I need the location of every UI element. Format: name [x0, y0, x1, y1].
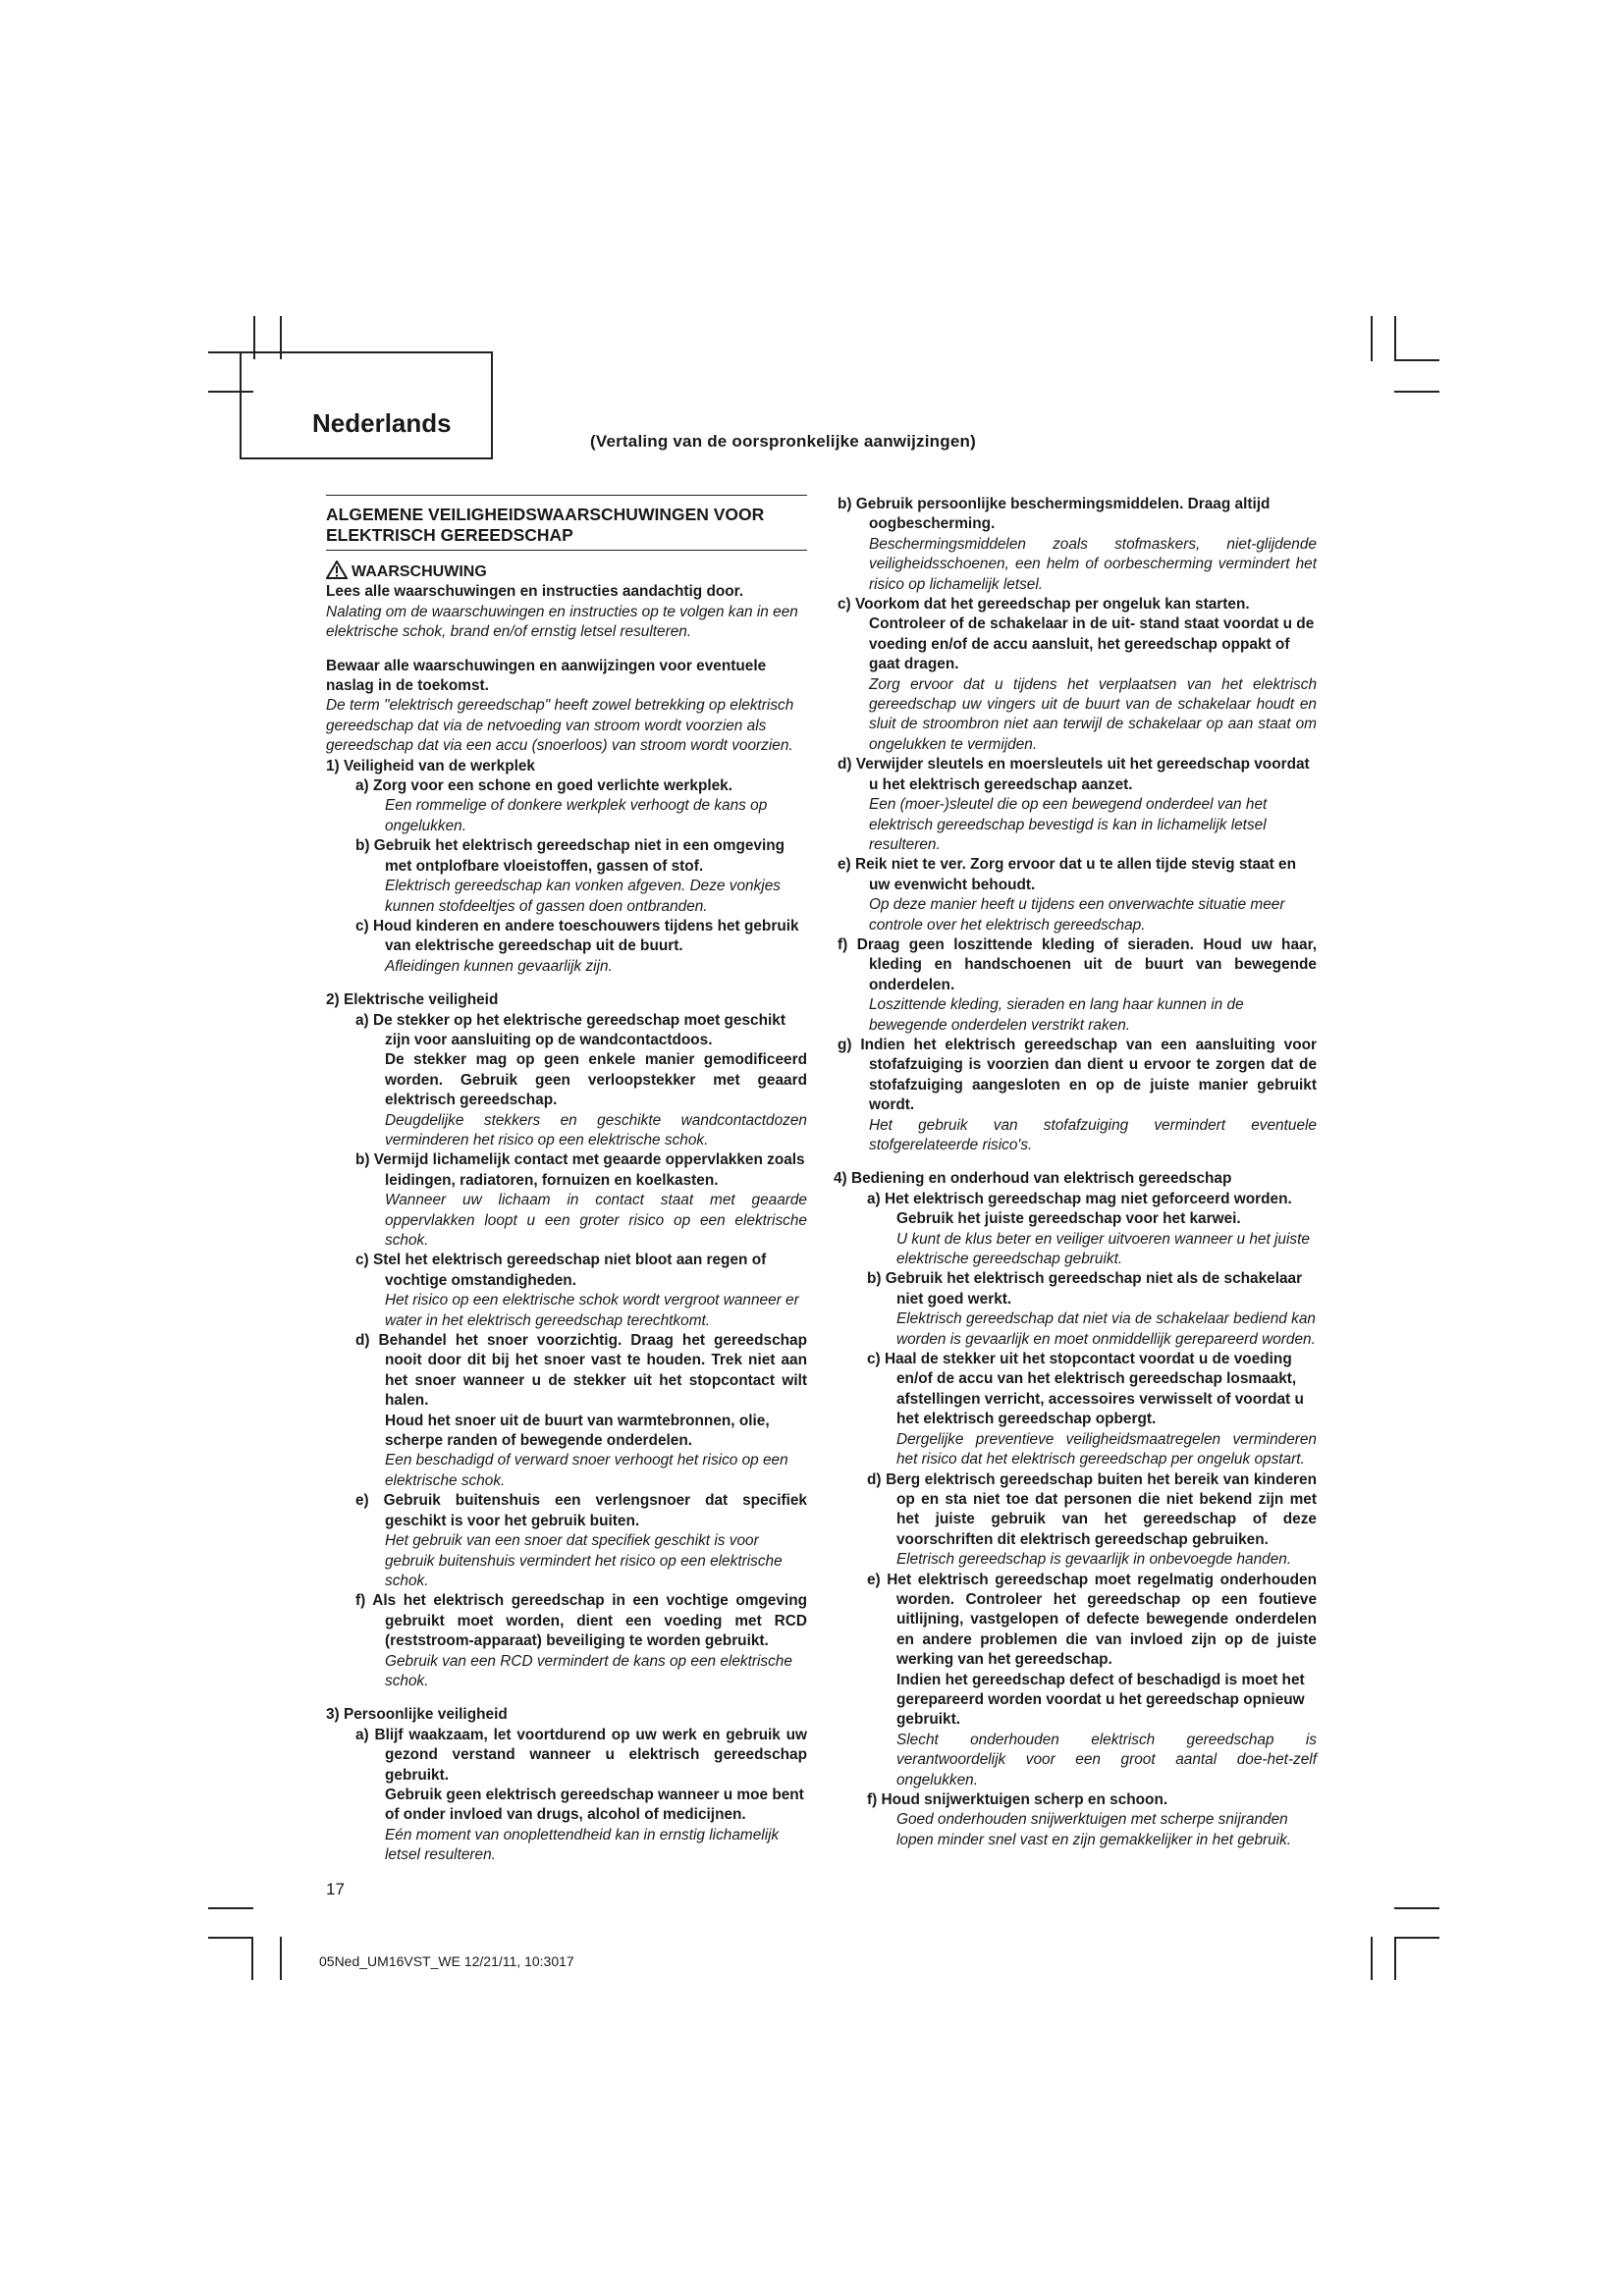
warning-italic: Nalating om de waarschuwingen en instructies op te volgen kan in een elektrische schok, brand en/of ernstig letsel resulteren.: [326, 603, 798, 641]
section-4-title: 4) Bediening en onderhoud van elektrisch gereedschap: [834, 1170, 1232, 1188]
item-2a-note: Deugdelijke stekkers en geschikte wandcontactdozen verminderen het risico op een elektrische schok.: [385, 1111, 807, 1148]
item-2b-note: Wanneer uw lichaam in contact staat met geaarde oppervlakken loopt u een groter risico op een elektrische schok.: [385, 1192, 807, 1249]
right-column: [834, 495, 1317, 1850]
item-4d-note: Eletrisch gereedschap is gevaarlijk in onbevoegde handen.: [896, 1551, 1292, 1569]
item-2c-note: Het risico op een elektrische schok wordt vergroot wanneer er water in het elektrisch gereedschap terechtkomt.: [385, 1292, 799, 1329]
item-4e: e) Het elektrisch gereedschap moet regelmatig onderhouden worden. Controleer het gereedschap op een foutieve uitlijning, vastgelopen of defecte bewegende onderdelen en andere problemen die van invloed zijn op de juiste werking van het gereedschap.: [867, 1571, 1317, 1669]
item-4c-note: Dergelijke preventieve veiligheidsmaatregelen verminderen het risico dat het elektrisch gereedschap per ongeluk opstart.: [896, 1430, 1317, 1468]
item-1c: c) Houd kinderen en andere toeschouwers tijdens het gebruik van elektrische gereedschap uit de buurt.: [355, 917, 799, 955]
keep-instructions: Bewaar alle waarschuwingen en aanwijzingen voor eventuele naslag in de toekomst.: [326, 657, 767, 695]
crop-mark: [1394, 1907, 1439, 1909]
warning-heading: [326, 561, 807, 582]
item-4e-note: Slecht onderhouden elektrisch gereedschap is verantwoordelijk voor een groot aantal doe-het-zelf ongelukken.: [896, 1731, 1317, 1789]
item-1a-note: Een rommelige of donkere werkplek verhoogt de kans op ongelukken.: [385, 797, 768, 834]
warning-label: WAARSCHUWING: [352, 563, 487, 580]
term-definition: De term "elektrisch gereedschap" heeft zowel betrekking op elektrisch gereedschap dat via de netvoeding van stroom wordt voorzien als gereedschap dat via een accu (snoerloos) van stroom wordt voorzien.: [326, 697, 794, 755]
section-1-title: 1) Veiligheid van de werkplek: [326, 757, 535, 774]
item-3g: g) Indien het elektrisch gereedschap van een aansluiting voor stofafzuiging is voorzien dan dient u ervoor te zorgen dat de stofafzuiging aangesloten en op de juiste manier gebruikt wordt.: [838, 1036, 1317, 1114]
item-3a-extra: Gebruik geen elektrisch gereedschap wanneer u moe bent of onder invloed van drugs, alcohol of medicijnen.: [385, 1786, 804, 1824]
item-4c: c) Haal de stekker uit het stopcontact voordat u de voeding en/of de accu van het elektrisch gereedschap losmaakt, afstellingen verricht, accessoires verwisselt of voordat u het elektrisch gereedschap opbergt.: [867, 1351, 1304, 1428]
item-3c: c) Voorkom dat het gereedschap per ongeluk kan starten. Controleer of de schakelaar in de uit- stand staat voordat u de voeding en/of de accu aansluit, het gereedschap oppakt of gaat dragen.: [838, 596, 1315, 673]
language-label: Nederlands: [312, 408, 452, 438]
item-3a-note: Eén moment van onoplettendheid kan in ernstig lichamelijk letsel resulteren.: [385, 1826, 780, 1864]
item-3f: f) Draag geen loszittende kleding of sieraden. Houd uw haar, kleding en handschoenen uit de buurt van bewegende onderdelen.: [838, 935, 1317, 993]
item-1c-note: Afleidingen kunnen gevaarlijk zijn.: [385, 957, 613, 975]
translation-subtitle: (Vertaling van de oorspronkelijke aanwijzingen): [590, 432, 976, 451]
language-tab: [240, 351, 493, 459]
item-3g-note: Het gebruik van stofafzuiging vermindert eventuele stofgerelateerde risico's.: [869, 1116, 1317, 1153]
left-column: [326, 495, 807, 1866]
item-2a: a) De stekker op het elektrische gereedschap moet geschikt zijn voor aansluiting op de wandcontactdoos.: [355, 1011, 785, 1048]
crop-mark: [1394, 391, 1439, 393]
item-4f: f) Houd snijwerktuigen scherp en schoon.: [867, 1791, 1168, 1808]
item-3b: b) Gebruik persoonlijke beschermingsmiddelen. Draag altijd oogbescherming.: [838, 496, 1271, 533]
item-4b: b) Gebruik het elektrisch gereedschap niet als de schakelaar niet goed werkt.: [867, 1270, 1303, 1308]
item-2e: e) Gebruik buitenshuis een verlengsnoer dat specifiek geschikt is voor het gebruik buiten.: [355, 1492, 807, 1529]
section-3-title: 3) Persoonlijke veiligheid: [326, 1706, 508, 1724]
crop-mark: [1394, 316, 1396, 361]
crop-mark: [280, 1937, 282, 1980]
page-number: 17: [326, 1880, 345, 1898]
item-4a-note: U kunt de klus beter en veiliger uitvoeren wanneer u het juiste elektrische gereedschap gebruikt.: [896, 1230, 1310, 1268]
item-4e-extra: Indien het gereedschap defect of beschadigd is moet het gerepareerd worden voordat u het gereedschap opnieuw gebruikt.: [896, 1671, 1305, 1729]
item-2b: b) Vermijd lichamelijk contact met geaarde oppervlakken zoals leidingen, radiatoren, fornuizen en koelkasten.: [355, 1151, 805, 1189]
item-3f-note: Loszittende kleding, sieraden en lang haar kunnen in de bewegende onderdelen verstrikt raken.: [869, 996, 1244, 1034]
item-4b-note: Elektrisch gereedschap dat niet via de schakelaar bediend kan worden is gevaarlijk en moet onmiddellijk gerepareerd worden.: [896, 1310, 1316, 1348]
item-4a: a) Het elektrisch gereedschap mag niet geforceerd worden.: [867, 1190, 1292, 1207]
item-1b: b) Gebruik het elektrisch gereedschap niet in een omgeving met ontplofbare vloeistoffen, gassen of stof.: [355, 837, 785, 875]
item-2e-note: Het gebruik van een snoer dat specifiek geschikt is voor gebruik buitenshuis vermindert het risico op een elektrische schok.: [385, 1532, 783, 1589]
crop-mark: [208, 1937, 253, 1939]
section-title: ALGEMENE VEILIGHEIDSWAARSCHUWINGEN VOOR ELEKTRISCH GEREEDSCHAP: [326, 495, 807, 551]
crop-mark: [1394, 1937, 1439, 1939]
item-3b-note: Beschermingsmiddelen zoals stofmaskers, niet-glijdende veiligheidsschoenen, een helm of oorbescherming vermindert het risico op lichamelijk letsel.: [869, 535, 1317, 593]
section-2-title: 2) Elektrische veiligheid: [326, 991, 499, 1009]
item-3c-note: Zorg ervoor dat u tijdens het verplaatsen van het elektrisch gereedschap uw vingers uit de buurt van de schakelaar houdt en sluit de stroombron niet aan terwijl de schakelaar op aan staat om ongelukken te vermijden.: [869, 675, 1317, 753]
crop-mark: [208, 1907, 253, 1909]
item-3d-note: Een (moer-)sleutel die op een bewegend onderdeel van het elektrisch gereedschap bevestigd is kan in lichamelijk letsel resulteren.: [869, 796, 1268, 853]
item-3d: d) Verwijder sleutels en moersleutels uit het gereedschap voordat u het elektrisch gereedschap aanzet.: [838, 756, 1310, 793]
item-2c: c) Stel het elektrisch gereedschap niet bloot aan regen of vochtige omstandigheden.: [355, 1252, 767, 1289]
crop-mark: [251, 1937, 253, 1980]
item-2f-note: Gebruik van een RCD vermindert de kans op een elektrische schok.: [385, 1652, 792, 1689]
crop-mark: [1371, 316, 1373, 361]
crop-mark: [1394, 359, 1439, 361]
item-4f-note: Goed onderhouden snijwerktuigen met scherpe snijranden lopen minder snel vast en zijn gemakkelijker in het gebruik.: [896, 1811, 1292, 1848]
item-1b-note: Elektrisch gereedschap kan vonken afgeven. Deze vonkjes kunnen stofdeeltjes of gassen doen ontbranden.: [385, 878, 781, 915]
item-2d-extra: Houd het snoer uit de buurt van warmtebronnen, olie, scherpe randen of bewegende onderdelen.: [385, 1412, 770, 1450]
item-3a: a) Blijf waakzaam, let voortdurend op uw werk en gebruik uw gezond verstand wanneer u elektrisch gereedschap gebruikt.: [355, 1726, 807, 1784]
item-2f: f) Als het elektrisch gereedschap in een vochtige omgeving gebruikt moet worden, dient een voeding met RCD (reststroom-apparaat) beveiliging te worden gebruikt.: [355, 1592, 807, 1650]
item-2d-note: Een beschadigd of verward snoer verhoogt het risico op een elektrische schok.: [385, 1452, 788, 1489]
warning-bold: Lees alle waarschuwingen en instructies aandachtig door.: [326, 583, 744, 601]
print-footer: 05Ned_UM16VST_WE 12/21/11, 10:3017: [319, 1953, 574, 1969]
item-4a-extra: Gebruik het juiste gereedschap voor het karwei.: [896, 1210, 1241, 1228]
item-1a: a) Zorg voor een schone en goed verlichte werkplek.: [355, 777, 733, 795]
item-3e: e) Reik niet te ver. Zorg ervoor dat u te allen tijde stevig staat en uw evenwicht behoudt.: [838, 856, 1296, 893]
item-2a-extra: De stekker mag op geen enkele manier gemodificeerd worden. Gebruik geen verloopstekker met geaard elektrisch gereedschap.: [385, 1051, 807, 1109]
warning-triangle-icon: [326, 561, 348, 579]
crop-mark: [1394, 1937, 1396, 1980]
item-4d: d) Berg elektrisch gereedschap buiten het bereik van kinderen op en sta niet toe dat personen die niet bekend zijn met het juiste gebruik van het gereedschap of deze voorschriften dit elektrisch gereedschap gebruiken.: [867, 1470, 1317, 1548]
item-3e-note: Op deze manier heeft u tijdens een onverwachte situatie meer controle over het elektrisch gereedschap.: [869, 896, 1285, 934]
item-2d: d) Behandel het snoer voorzichtig. Draag het gereedschap nooit door dit bij het snoer vast te houden. Trek niet aan het snoer wanneer u de stekker uit het stopcontact wilt halen.: [355, 1332, 807, 1410]
crop-mark: [1371, 1937, 1373, 1980]
